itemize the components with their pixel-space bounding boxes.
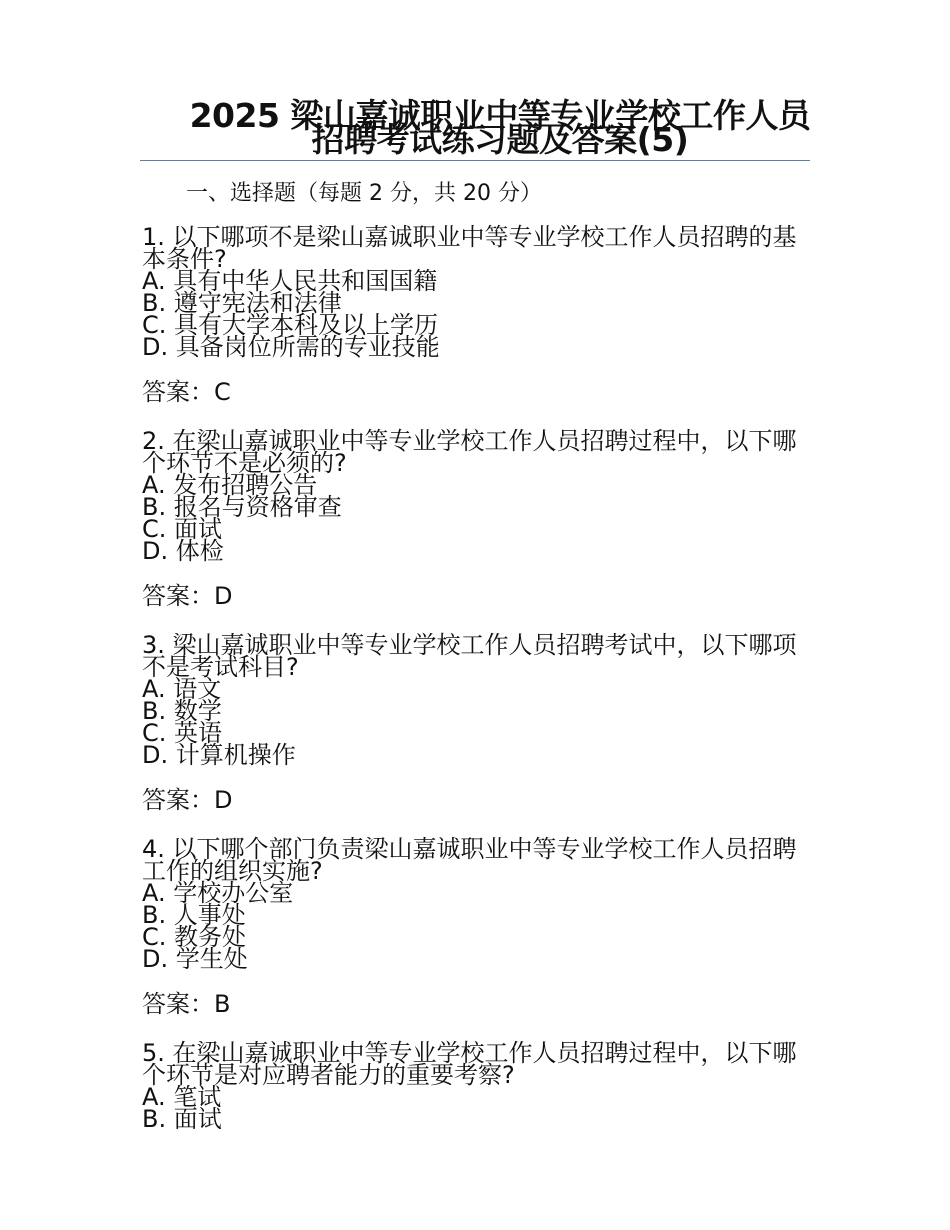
question-4 — [142, 835, 802, 1018]
option-c: C. 英语 — [142, 719, 223, 747]
question-2 — [142, 427, 802, 610]
option-b: B. 面试 — [142, 1105, 222, 1133]
question-stem: 3. 梁山嘉诚职业中等专业学校工作人员招聘考试中，以下哪项不是考试科目? — [142, 631, 797, 681]
question-3 — [142, 631, 802, 814]
question-stem: 1. 以下哪项不是梁山嘉诚职业中等专业学校工作人员招聘的基本条件? — [142, 223, 797, 273]
question-5 — [142, 1039, 802, 1133]
answer: 答案：B — [142, 990, 231, 1018]
option-a: A. 学校办公室 — [142, 879, 294, 907]
document-title: 2025 梁山嘉诚职业中等专业学校工作人员招聘考试练习题及答案(5) — [189, 96, 811, 159]
answer: 答案：D — [142, 786, 233, 814]
option-a: A. 笔试 — [142, 1083, 222, 1111]
option-d: D. 体检 — [142, 537, 224, 565]
question-stem: 4. 以下哪个部门负责梁山嘉诚职业中等专业学校工作人员招聘工作的组织实施? — [142, 835, 797, 885]
option-c: C. 教务处 — [142, 923, 247, 951]
answer: 答案：C — [142, 378, 231, 406]
option-b: B. 报名与资格审查 — [142, 493, 342, 521]
option-d: D. 具备岗位所需的专业技能 — [142, 333, 440, 361]
option-a: A. 发布招聘公告 — [142, 471, 318, 499]
option-b: B. 遵守宪法和法律 — [142, 289, 342, 317]
title-underline — [140, 160, 810, 161]
option-a: A. 语文 — [142, 675, 222, 703]
option-b: B. 数学 — [142, 697, 222, 725]
section-heading: 一、选择题（每题 2 分，共 20 分） — [186, 181, 542, 206]
option-c: C. 具有大学本科及以上学历 — [142, 311, 439, 339]
option-d: D. 学生处 — [142, 945, 248, 973]
option-b: B. 人事处 — [142, 901, 246, 929]
option-a: A. 具有中华人民共和国国籍 — [142, 267, 438, 295]
answer: 答案：D — [142, 582, 233, 610]
question-stem: 5. 在梁山嘉诚职业中等专业学校工作人员招聘过程中，以下哪个环节是对应聘者能力的重要考察? — [142, 1039, 797, 1089]
question-1 — [142, 223, 802, 406]
option-c: C. 面试 — [142, 515, 223, 543]
question-list — [142, 223, 802, 1133]
option-d: D. 计算机操作 — [142, 741, 296, 769]
question-stem: 2. 在梁山嘉诚职业中等专业学校工作人员招聘过程中，以下哪个环节不是必须的? — [142, 427, 797, 477]
